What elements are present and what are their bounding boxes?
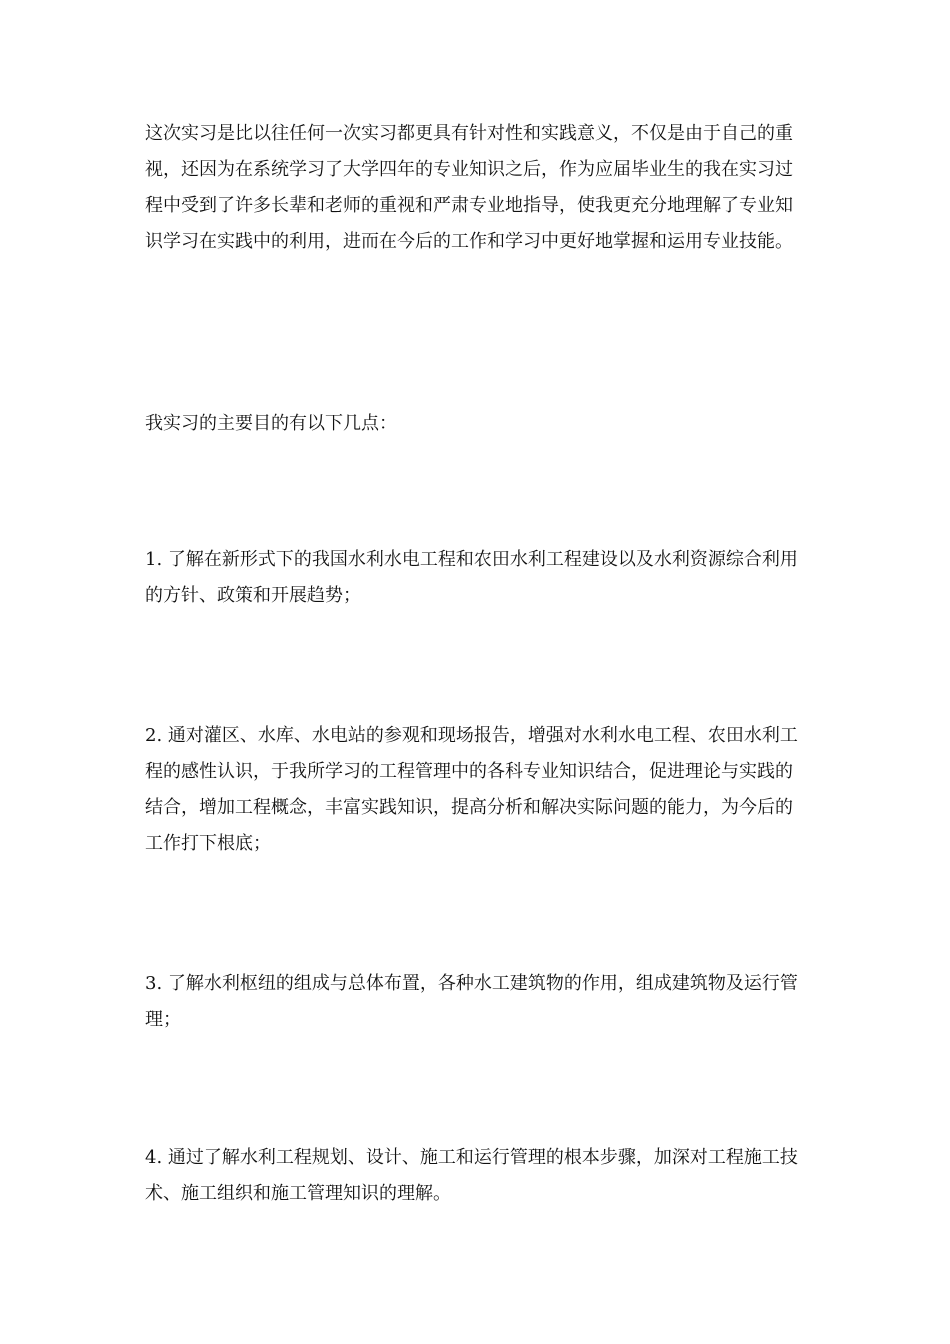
objective-item-3: 3. 了解水利枢纽的组成与总体布置，各种水工建筑物的作用，组成建筑物及运行管理；	[145, 973, 798, 1030]
objective-item-4: 4. 通过了解水利工程规划、设计、施工和运行管理的根本步骤，加深对工程施工技术、施工组织和施工管理知识的理解。	[145, 1147, 798, 1204]
objectives-lead: 我实习的主要目的有以下几点：	[145, 413, 397, 434]
intro-paragraph: 这次实习是比以往任何一次实习都更具有针对性和实践意义，不仅是由于自己的重视，还因为在系统学习了大学四年的专业知识之后，作为应届毕业生的我在实习过程中受到了许多长辈和老师的重视和严肃专业地指导，使我更充分地理解了专业知识学习在实践中的利用，进而在今后的工作和学习中更好地掌握和运用专业技能。	[145, 123, 793, 252]
objective-item-2: 2. 通对灌区、水库、水电站的参观和现场报告，增强对水利水电工程、农田水利工程的感性认识，于我所学习的工程管理中的各科专业知识结合，促进理论与实践的结合，增加工程概念，丰富实践知识，提高分析和解决实际问题的能力，为今后的工作打下根底；	[145, 725, 798, 854]
objective-item-1: 1. 了解在新形式下的我国水利水电工程和农田水利工程建设以及水利资源综合利用的方针、政策和开展趋势；	[145, 549, 798, 606]
